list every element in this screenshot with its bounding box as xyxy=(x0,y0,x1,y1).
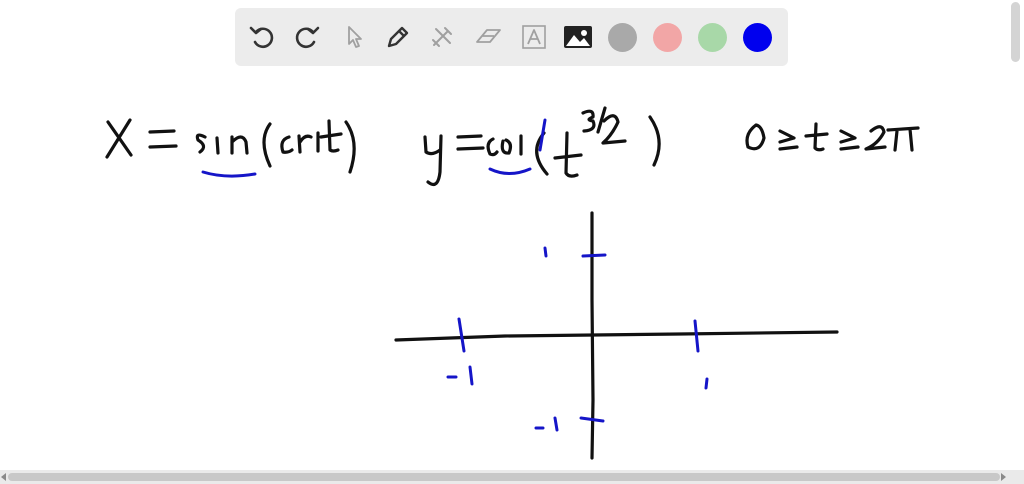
vertical-scroll-thumb[interactable] xyxy=(1011,2,1020,62)
tick-label-y-neg1 xyxy=(536,418,557,430)
scroll-right-arrow-icon[interactable] xyxy=(1001,473,1006,481)
y-tick-bottom xyxy=(581,418,603,421)
horizontal-scrollbar[interactable] xyxy=(0,470,1024,484)
equation-x xyxy=(107,120,354,172)
y-tick-top xyxy=(583,255,605,256)
scroll-left-arrow-icon[interactable] xyxy=(1,473,6,481)
interval xyxy=(747,124,918,150)
axis-ticks xyxy=(459,255,698,421)
x-tick-right xyxy=(695,321,698,351)
horizontal-scroll-thumb[interactable] xyxy=(8,473,1000,481)
tick-label-x-1 xyxy=(706,379,707,388)
y-axis xyxy=(592,213,593,458)
x-tick-left xyxy=(459,319,464,351)
tick-label-y-1 xyxy=(545,248,546,256)
sin-underline xyxy=(203,172,255,176)
tick-label-x-neg1 xyxy=(448,367,472,384)
vertical-scrollbar[interactable] xyxy=(1007,0,1024,484)
tick-labels xyxy=(448,248,707,430)
